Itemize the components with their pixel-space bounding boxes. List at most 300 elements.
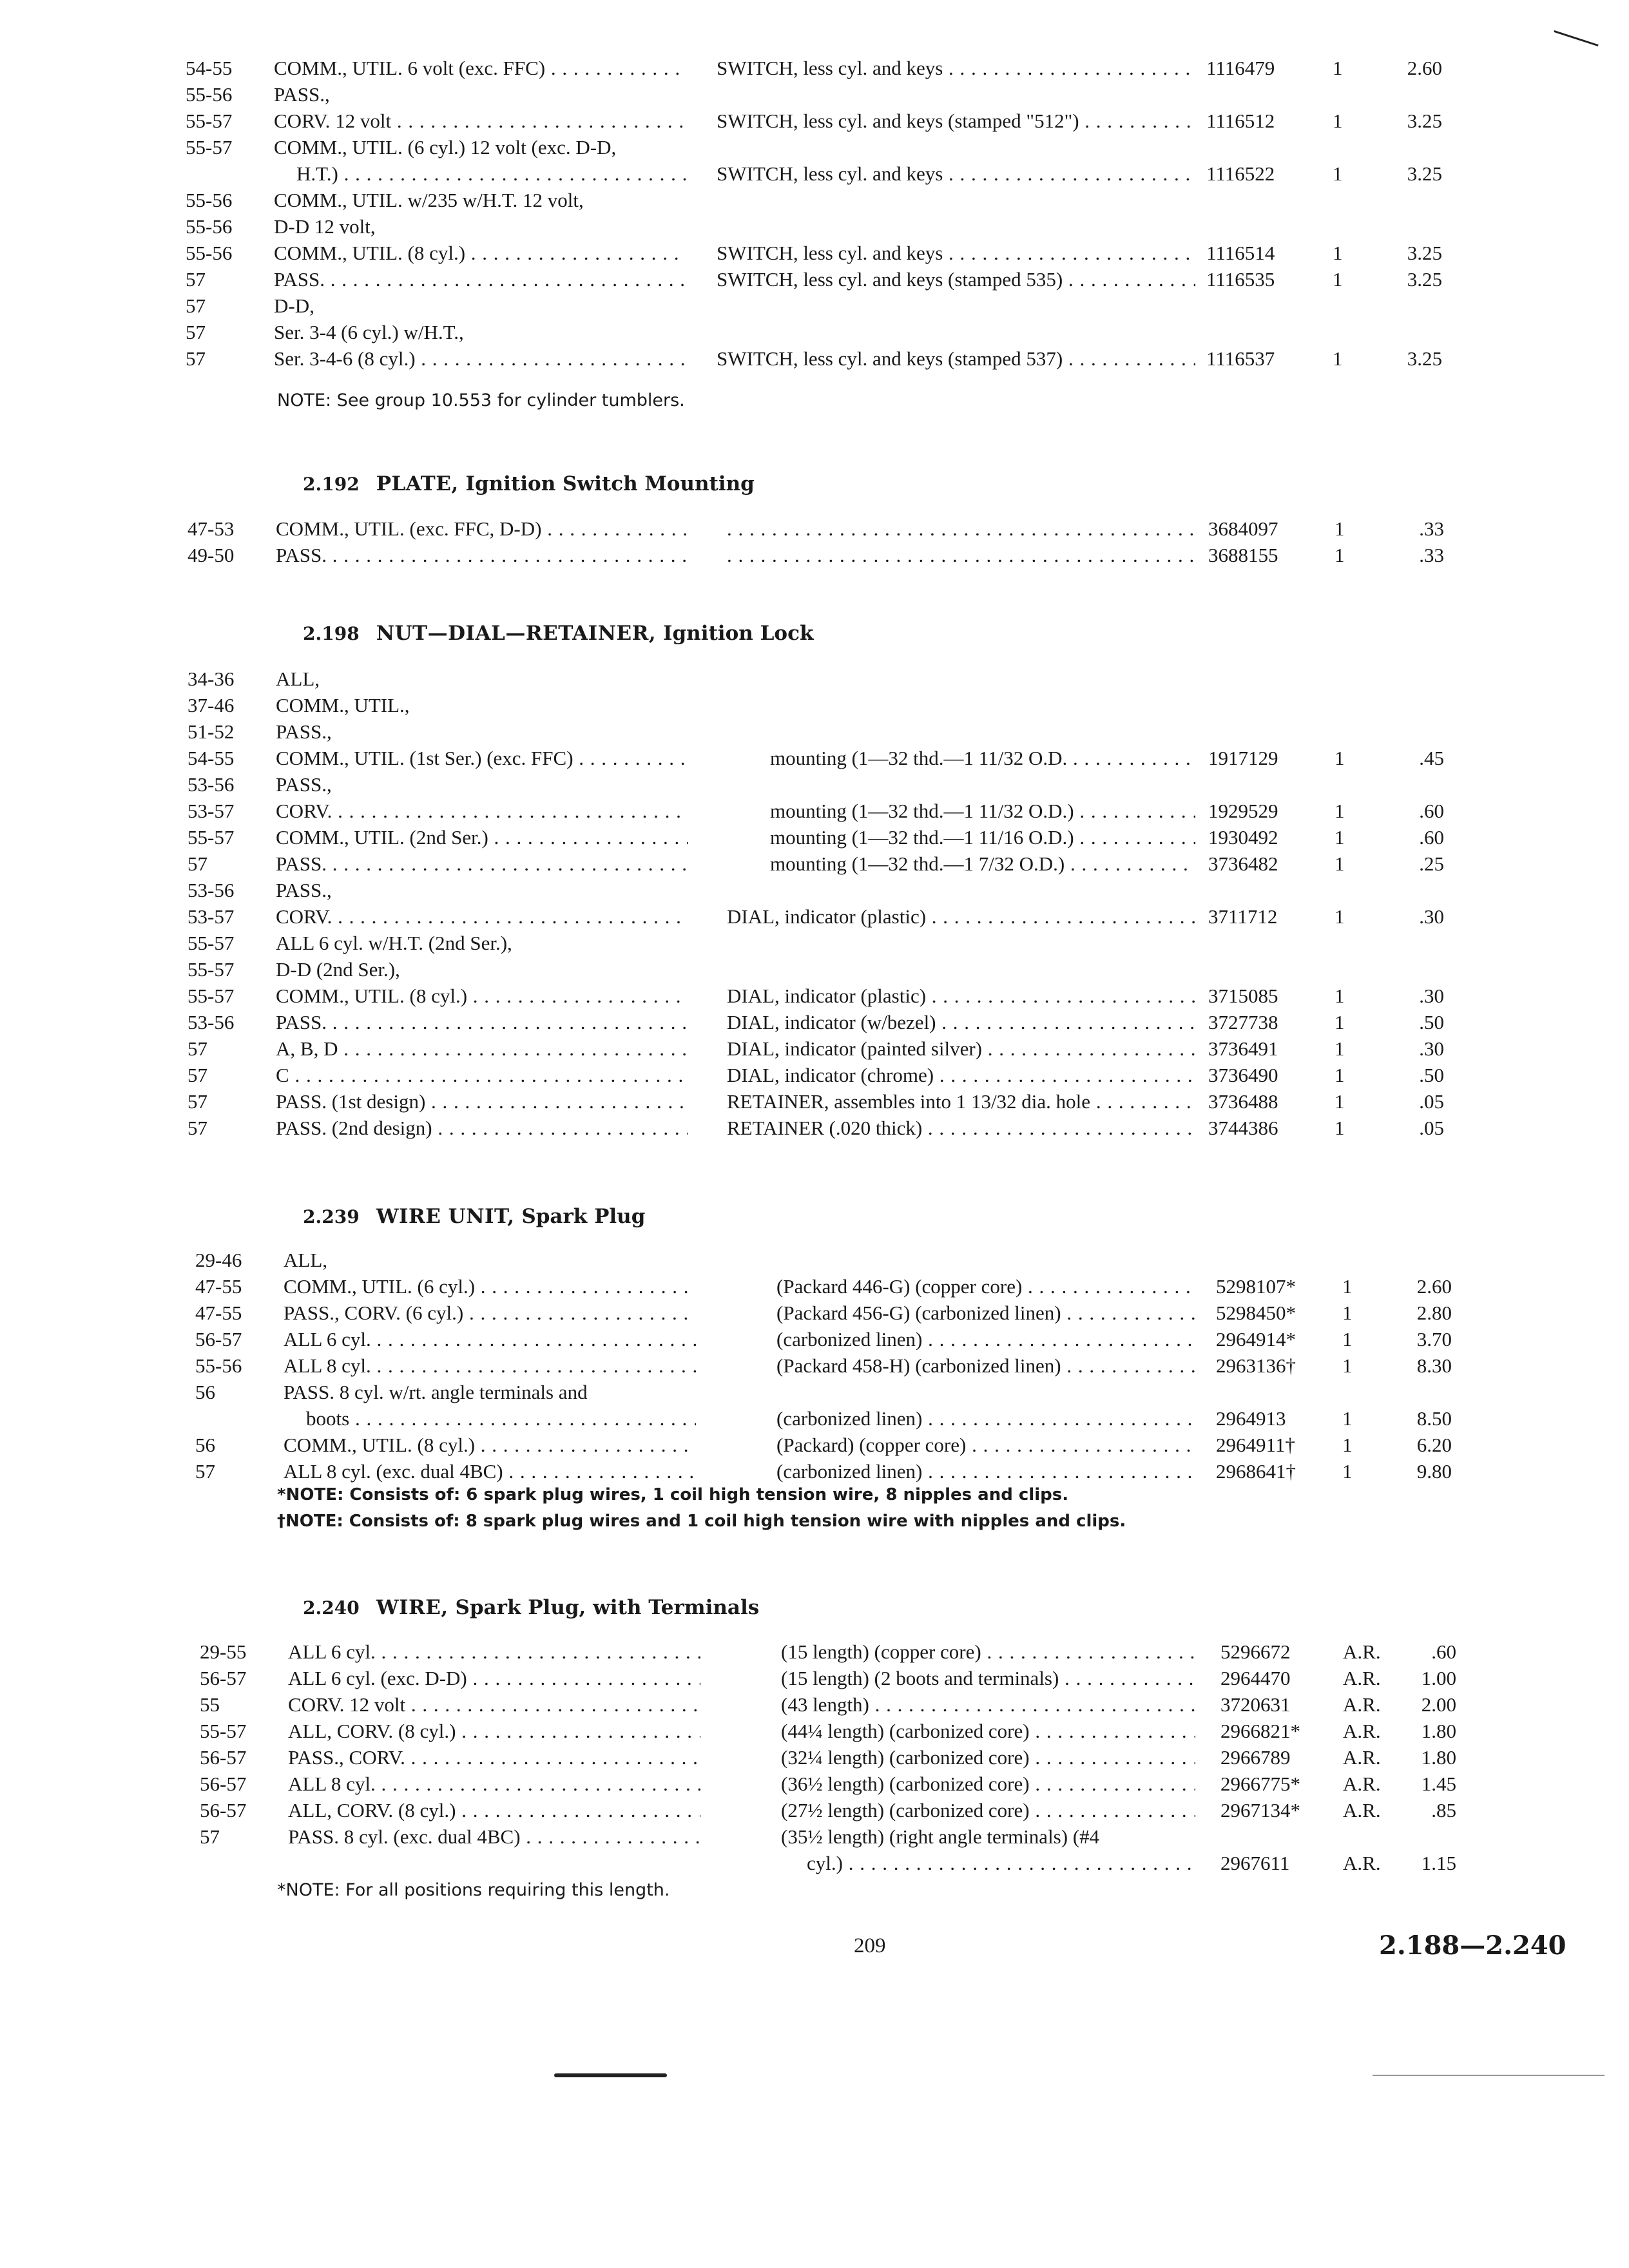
model-years: 55-57 [186, 110, 233, 132]
parts-row [0, 932, 1629, 958]
list-price: 2.80 [1416, 1302, 1452, 1324]
parts-row [0, 720, 1629, 747]
parts-row [0, 1354, 1629, 1381]
description: (Packard 458-H) (carbonized linen) . . . [776, 1354, 1195, 1378]
parts-row [0, 773, 1629, 800]
application: D-D (2nd Ser.), [276, 958, 400, 981]
description: (15 length) (copper core) . . . [781, 1640, 1195, 1664]
quantity: A.R. [1343, 1746, 1381, 1769]
part-number: 2966789 [1220, 1746, 1291, 1769]
section-subheading: Ignition Lock [663, 622, 814, 645]
part-number: 1929529 [1208, 800, 1278, 822]
quantity: 1 [1333, 347, 1343, 370]
quantity: A.R. [1343, 1667, 1381, 1689]
quantity: 1 [1342, 1354, 1353, 1377]
quantity: A.R. [1343, 1773, 1381, 1795]
application: ALL 6 cyl. . . . [284, 1328, 696, 1351]
application: COMM., UTIL. (8 cyl.) . . . [274, 242, 686, 265]
description: (Packard) (copper core) . . . [776, 1434, 1195, 1457]
description: (carbonized linen) . . . [776, 1328, 1195, 1351]
application: Ser. 3-4-6 (8 cyl.) . . . [274, 347, 686, 370]
application: PASS., CORV. (6 cyl.) . . . [284, 1302, 696, 1325]
application: PASS. 8 cyl. (exc. dual 4BC) . . . [288, 1825, 700, 1849]
description: (44¼ length) (carbonized core) . . . [781, 1720, 1195, 1743]
application: COMM., UTIL. (8 cyl.) . . . [276, 985, 688, 1008]
model-years: 55-56 [186, 189, 233, 211]
model-years: 57 [188, 852, 207, 875]
part-number: 2964911† [1216, 1434, 1295, 1456]
quantity: 1 [1335, 826, 1345, 849]
quantity: A.R. [1343, 1852, 1381, 1874]
section-title-2240 [303, 1596, 759, 1619]
parts-row [0, 321, 1629, 347]
application: boots . . . [306, 1407, 696, 1430]
list-price: 8.50 [1416, 1407, 1452, 1430]
application: PASS., [276, 879, 332, 901]
section-number: 2.198 [303, 623, 360, 644]
description: SWITCH, less cyl. and keys . . . [717, 162, 1195, 186]
note-cylinder-tumblers: NOTE: See group 10.553 for cylinder tumblers. [277, 390, 685, 410]
description: (36½ length) (carbonized core) . . . [781, 1773, 1195, 1796]
model-years: 57 [186, 294, 206, 317]
model-years: 47-55 [195, 1302, 242, 1324]
description: RETAINER (.020 thick) . . . [727, 1117, 1195, 1140]
parts-row [0, 1275, 1629, 1302]
quantity: 1 [1333, 268, 1343, 291]
part-number: 2967611 [1220, 1852, 1290, 1874]
part-number: 3711712 [1208, 905, 1278, 928]
page-number: 209 [854, 1934, 886, 1957]
application: ALL 8 cyl. . . . [284, 1354, 696, 1378]
description: (carbonized linen) . . . [776, 1460, 1195, 1483]
quantity: 1 [1342, 1434, 1353, 1456]
parts-row [0, 1773, 1629, 1799]
parts-row [0, 215, 1629, 242]
application: PASS., [276, 773, 332, 796]
note-eight-cyl-wire-set: †NOTE: Consists of: 8 spark plug wires and 1 coil high tension wire with nipples and clips. [277, 1512, 1126, 1531]
part-number: 1930492 [1208, 826, 1278, 849]
model-years: 55-57 [188, 958, 235, 981]
list-price: 2.60 [1407, 57, 1442, 79]
model-years: 57 [195, 1460, 215, 1483]
model-years: 55-57 [200, 1720, 247, 1742]
list-price: .50 [1419, 1011, 1444, 1033]
list-price: 1.80 [1421, 1746, 1456, 1769]
list-price: 2.60 [1416, 1275, 1452, 1298]
model-years: 55-57 [188, 985, 235, 1007]
description: mounting (1—32 thd.—1 11/32 O.D. . . . [770, 747, 1195, 770]
list-price: .60 [1419, 826, 1444, 849]
part-number: 1116479 [1206, 57, 1275, 79]
part-number: 3736490 [1208, 1064, 1278, 1086]
quantity: A.R. [1343, 1799, 1381, 1821]
description: (15 length) (2 boots and terminals) . . . [781, 1667, 1195, 1690]
application: ALL 6 cyl. . . . [288, 1640, 700, 1664]
description: (Packard 446-G) (copper core) . . . [776, 1275, 1195, 1298]
model-years: 51-52 [188, 720, 235, 743]
parts-row [0, 800, 1629, 826]
description: SWITCH, less cyl. and keys (stamped 535) . . . [717, 268, 1195, 291]
parts-row [0, 347, 1629, 374]
application: PASS. 8 cyl. w/rt. angle terminals and [284, 1381, 588, 1403]
description: mounting (1—32 thd.—1 11/32 O.D.) . . . [770, 800, 1195, 823]
part-number: 5298450* [1216, 1302, 1296, 1324]
list-price: 9.80 [1416, 1460, 1452, 1483]
section-heading: PLATE, [376, 472, 459, 495]
parts-row [0, 1249, 1629, 1275]
list-price: 8.30 [1416, 1354, 1452, 1377]
application: C . . . [276, 1064, 688, 1087]
model-years: 54-55 [188, 747, 235, 769]
model-years: 53-57 [188, 800, 235, 822]
parts-row [0, 747, 1629, 773]
scan-mark [554, 2073, 667, 2077]
parts-row [0, 57, 1629, 83]
quantity: 1 [1335, 517, 1345, 540]
parts-row [0, 1064, 1629, 1090]
model-years: 53-56 [188, 1011, 235, 1033]
description: cyl.) . . . [807, 1852, 1195, 1875]
part-number: 3715085 [1208, 985, 1278, 1007]
model-years: 57 [188, 1090, 207, 1113]
list-price: 1.45 [1421, 1773, 1456, 1795]
application: COMM., UTIL., [276, 694, 410, 716]
model-years: 47-53 [188, 517, 235, 540]
part-number: 5296672 [1220, 1640, 1291, 1663]
application: CORV. . . . [276, 800, 688, 823]
application: ALL 6 cyl. w/H.T. (2nd Ser.), [276, 932, 512, 954]
application: A, B, D . . . [276, 1037, 688, 1061]
quantity: 1 [1335, 1064, 1345, 1086]
list-price: 6.20 [1416, 1434, 1452, 1456]
model-years: 56-57 [200, 1667, 247, 1689]
quantity: 1 [1342, 1328, 1353, 1350]
application: CORV. 12 volt . . . [274, 110, 686, 133]
quantity: 1 [1335, 905, 1345, 928]
description [727, 544, 1195, 567]
parts-row [0, 985, 1629, 1011]
model-years: 56-57 [200, 1799, 247, 1821]
description: (32¼ length) (carbonized core) . . . [781, 1746, 1195, 1769]
list-price: 1.15 [1421, 1852, 1456, 1874]
description: (43 length) . . . [781, 1693, 1195, 1716]
parts-row [0, 1799, 1629, 1825]
list-price: .45 [1419, 747, 1444, 769]
application: COMM., UTIL. (1st Ser.) (exc. FFC) . . . [276, 747, 688, 770]
list-price: .30 [1419, 985, 1444, 1007]
application: PASS. . . . [276, 1011, 688, 1034]
description: SWITCH, less cyl. and keys (stamped 537) . . . [717, 347, 1195, 370]
parts-row [0, 1302, 1629, 1328]
part-number: 3736491 [1208, 1037, 1278, 1060]
application: D-D, [274, 294, 314, 317]
list-price: .60 [1431, 1640, 1456, 1663]
parts-row [0, 110, 1629, 136]
list-price: 3.70 [1416, 1328, 1452, 1350]
application: PASS. . . . [276, 544, 688, 567]
part-number: 2964470 [1220, 1667, 1291, 1689]
application: COMM., UTIL. (8 cyl.) . . . [284, 1434, 696, 1457]
parts-row [0, 1434, 1629, 1460]
section-title-2239 [303, 1205, 645, 1228]
parts-row [0, 242, 1629, 268]
part-number: 2964914* [1216, 1328, 1296, 1350]
model-years: 55-57 [188, 932, 235, 954]
description: (carbonized linen) . . . [776, 1407, 1195, 1430]
parts-row [0, 1852, 1629, 1878]
description: mounting (1—32 thd.—1 7/32 O.D.) . . . [770, 852, 1195, 876]
part-number: 1116512 [1206, 110, 1275, 132]
quantity: 1 [1342, 1275, 1353, 1298]
description: SWITCH, less cyl. and keys (stamped "512") . . . [717, 110, 1195, 133]
section-subheading: Ignition Switch Mounting [465, 472, 755, 495]
list-price: .33 [1419, 544, 1444, 566]
application: COMM., UTIL. (6 cyl.) 12 volt (exc. D-D, [274, 136, 617, 159]
quantity: 1 [1335, 985, 1345, 1007]
quantity: 1 [1342, 1460, 1353, 1483]
parts-row [0, 83, 1629, 110]
model-years: 34-36 [188, 668, 235, 690]
quantity: 1 [1335, 852, 1345, 875]
section-number: 2.192 [303, 474, 360, 495]
model-years: 57 [188, 1117, 207, 1139]
parts-row [0, 852, 1629, 879]
part-number: 3744386 [1208, 1117, 1278, 1139]
parts-row [0, 268, 1629, 294]
description: DIAL, indicator (plastic) . . . [727, 905, 1195, 928]
application: CORV. 12 volt . . . [288, 1693, 700, 1716]
application: PASS., CORV. . . . [288, 1746, 700, 1769]
model-years: 57 [186, 268, 206, 291]
parts-row [0, 294, 1629, 321]
part-number: 1116535 [1206, 268, 1275, 291]
quantity: 1 [1335, 1037, 1345, 1060]
application: ALL, [276, 668, 320, 690]
list-price: .50 [1419, 1064, 1444, 1086]
part-number: 1917129 [1208, 747, 1278, 769]
parts-row [0, 1693, 1629, 1720]
model-years: 55-56 [195, 1354, 242, 1377]
list-price: 1.80 [1421, 1720, 1456, 1742]
application: COMM., UTIL. w/235 w/H.T. 12 volt, [274, 189, 584, 211]
list-price: .05 [1419, 1117, 1444, 1139]
description: RETAINER, assembles into 1 13/32 dia. hole . . . [727, 1090, 1195, 1113]
model-years: 56 [195, 1381, 215, 1403]
model-years: 53-56 [188, 879, 235, 901]
model-years: 37-46 [188, 694, 235, 716]
parts-row [0, 826, 1629, 852]
parts-row [0, 1037, 1629, 1064]
part-number: 3684097 [1208, 517, 1278, 540]
parts-row [0, 1720, 1629, 1746]
application: PASS., [274, 83, 330, 106]
application: COMM., UTIL. (2nd Ser.) . . . [276, 826, 688, 849]
description: SWITCH, less cyl. and keys . . . [717, 57, 1195, 80]
quantity: 1 [1335, 1011, 1345, 1033]
description: mounting (1—32 thd.—1 11/16 O.D.) . . . [770, 826, 1195, 849]
application: ALL 8 cyl. (exc. dual 4BC) . . . [284, 1460, 696, 1483]
part-number: 2967134* [1220, 1799, 1300, 1821]
list-price: 3.25 [1407, 268, 1442, 291]
model-years: 56 [195, 1434, 215, 1456]
section-title-2192 [303, 472, 755, 495]
section-subheading: Spark Plug, with Terminals [455, 1596, 760, 1619]
list-price: .30 [1419, 905, 1444, 928]
description: DIAL, indicator (w/bezel) . . . [727, 1011, 1195, 1034]
parts-row [0, 694, 1629, 720]
application: ALL 8 cyl. . . . [288, 1773, 700, 1796]
model-years: 54-55 [186, 57, 233, 79]
list-price: 3.25 [1407, 347, 1442, 370]
scan-mark [1554, 30, 1598, 46]
parts-row [0, 1328, 1629, 1354]
part-number: 2963136† [1216, 1354, 1296, 1377]
quantity: 1 [1335, 1090, 1345, 1113]
note-six-cyl-wire-set: *NOTE: Consists of: 6 spark plug wires, 1 coil high tension wire, 8 nipples and clips. [277, 1485, 1069, 1504]
quantity: 1 [1335, 1117, 1345, 1139]
application: ALL, CORV. (8 cyl.) . . . [288, 1720, 700, 1743]
note-positions-length: *NOTE: For all positions requiring this length. [277, 1880, 670, 1900]
application: COMM., UTIL. 6 volt (exc. FFC) . . . [274, 57, 686, 80]
part-number: 1116522 [1206, 162, 1275, 185]
parts-row [0, 905, 1629, 932]
description: (Packard 456-G) (carbonized linen) . . . [776, 1302, 1195, 1325]
quantity: 1 [1335, 800, 1345, 822]
quantity: 1 [1335, 544, 1345, 566]
model-years: 29-46 [195, 1249, 242, 1271]
model-years: 53-57 [188, 905, 235, 928]
parts-row [0, 1746, 1629, 1773]
quantity: 1 [1333, 242, 1343, 264]
section-subheading: Spark Plug [521, 1205, 646, 1228]
parts-row [0, 1460, 1629, 1486]
model-years: 55-56 [186, 242, 233, 264]
quantity: 1 [1342, 1302, 1353, 1324]
application: Ser. 3-4 (6 cyl.) w/H.T., [274, 321, 464, 343]
parts-row [0, 136, 1629, 162]
application: PASS. (2nd design) . . . [276, 1117, 688, 1140]
model-years: 55-57 [186, 136, 233, 159]
model-years: 57 [186, 321, 206, 343]
application: CORV. . . . [276, 905, 688, 928]
application: ALL 6 cyl. (exc. D-D) . . . [288, 1667, 700, 1690]
group-range: 2.188—2.240 [1379, 1930, 1566, 1961]
parts-row [0, 1407, 1629, 1434]
section-number: 2.240 [303, 1597, 360, 1619]
application: H.T.) . . . [296, 162, 686, 186]
part-number: 2966775* [1220, 1773, 1300, 1795]
section-heading: NUT—DIAL—RETAINER, [376, 622, 657, 645]
list-price: .85 [1431, 1799, 1456, 1821]
parts-row [0, 1090, 1629, 1117]
part-number: 5298107* [1216, 1275, 1296, 1298]
model-years: 47-55 [195, 1275, 242, 1298]
section-number: 2.239 [303, 1206, 360, 1227]
quantity: 1 [1335, 747, 1345, 769]
quantity: 1 [1333, 57, 1343, 79]
model-years: 57 [200, 1825, 220, 1848]
parts-row [0, 517, 1629, 544]
model-years: 55-57 [188, 826, 235, 849]
application: D-D 12 volt, [274, 215, 376, 238]
part-number: 2968641† [1216, 1460, 1296, 1483]
description: (35½ length) (right angle terminals) (#4 [781, 1825, 1100, 1848]
quantity: A.R. [1343, 1720, 1381, 1742]
parts-row [0, 879, 1629, 905]
list-price: 3.25 [1407, 242, 1442, 264]
parts-row [0, 189, 1629, 215]
part-number: 1116514 [1206, 242, 1275, 264]
part-number: 3736482 [1208, 852, 1278, 875]
part-number: 2966821* [1220, 1720, 1300, 1742]
model-years: 56-57 [195, 1328, 242, 1350]
model-years: 55-56 [186, 83, 233, 106]
list-price: 3.25 [1407, 162, 1442, 185]
quantity: 1 [1333, 162, 1343, 185]
model-years: 57 [186, 347, 206, 370]
section-heading: WIRE UNIT, [376, 1205, 515, 1228]
parts-row [0, 1117, 1629, 1143]
description: DIAL, indicator (chrome) . . . [727, 1064, 1195, 1087]
application: PASS. . . . [276, 852, 688, 876]
part-number: 3727738 [1208, 1011, 1278, 1033]
list-price: .60 [1419, 800, 1444, 822]
list-price: 1.00 [1421, 1667, 1456, 1689]
list-price: .33 [1419, 517, 1444, 540]
model-years: 56-57 [200, 1746, 247, 1769]
quantity: 1 [1333, 110, 1343, 132]
model-years: 55 [200, 1693, 220, 1716]
list-price: 2.00 [1421, 1693, 1456, 1716]
model-years: 29-55 [200, 1640, 247, 1663]
part-number: 3720631 [1220, 1693, 1291, 1716]
parts-row [0, 958, 1629, 985]
list-price: .05 [1419, 1090, 1444, 1113]
list-price: .30 [1419, 1037, 1444, 1060]
application: ALL, CORV. (8 cyl.) . . . [288, 1799, 700, 1822]
model-years: 56-57 [200, 1773, 247, 1795]
application: COMM., UTIL. (exc. FFC, D-D) . . . [276, 517, 688, 541]
part-number: 3736488 [1208, 1090, 1278, 1113]
quantity: A.R. [1343, 1640, 1381, 1663]
quantity: A.R. [1343, 1693, 1381, 1716]
parts-row [0, 1825, 1629, 1852]
model-years: 49-50 [188, 544, 235, 566]
application: COMM., UTIL. (6 cyl.) . . . [284, 1275, 696, 1298]
part-number: 1116537 [1206, 347, 1275, 370]
section-heading: WIRE, [376, 1596, 448, 1619]
model-years: 57 [188, 1037, 207, 1060]
model-years: 57 [188, 1064, 207, 1086]
parts-row [0, 1640, 1629, 1667]
parts-row [0, 668, 1629, 694]
part-number: 3688155 [1208, 544, 1278, 566]
description: DIAL, indicator (plastic) . . . [727, 985, 1195, 1008]
section-title-2198 [303, 622, 813, 645]
parts-row [0, 1381, 1629, 1407]
application: PASS. (1st design) . . . [276, 1090, 688, 1113]
application: ALL, [284, 1249, 328, 1271]
part-number: 2964913 [1216, 1407, 1286, 1430]
description: (27½ length) (carbonized core) . . . [781, 1799, 1195, 1822]
scan-mark [1373, 2075, 1605, 2076]
application: PASS., [276, 720, 332, 743]
model-years: 53-56 [188, 773, 235, 796]
description: SWITCH, less cyl. and keys . . . [717, 242, 1195, 265]
list-price: 3.25 [1407, 110, 1442, 132]
parts-row [0, 1667, 1629, 1693]
description [727, 517, 1195, 541]
